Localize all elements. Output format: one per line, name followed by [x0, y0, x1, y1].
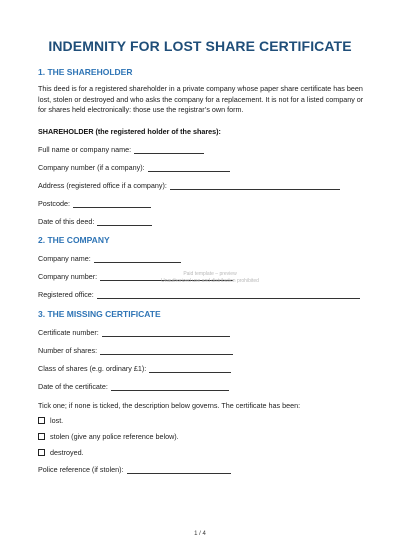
- option-stolen-label: stolen (give any police reference below).: [50, 432, 179, 441]
- full-name-field: [38, 145, 204, 154]
- section-heading-company: 2. THE COMPANY: [38, 235, 110, 245]
- police-reference-label: Police reference (if stolen):: [38, 465, 124, 474]
- option-lost[interactable]: [38, 416, 63, 425]
- option-stolen[interactable]: [38, 432, 179, 441]
- deed-date-label: Date of this deed:: [38, 217, 95, 226]
- postcode-line[interactable]: [73, 200, 151, 208]
- address-label: Address (registered office if a company):: [38, 181, 167, 190]
- certificate-date-label: Date of the certificate:: [38, 382, 108, 391]
- watermark-line-2: Unauthorized use and distribution prohibited: [161, 278, 259, 284]
- company-number-label: Company number (if a company):: [38, 163, 145, 172]
- class-of-shares-label: Class of shares (e.g. ordinary £1):: [38, 364, 147, 373]
- preview-watermark: [150, 271, 270, 285]
- deed-date-field: [38, 217, 152, 226]
- certificate-number-label: Certificate number:: [38, 328, 99, 337]
- checkbox-icon[interactable]: [38, 449, 45, 456]
- certificate-date-field: [38, 382, 229, 391]
- certificate-date-line[interactable]: [111, 383, 229, 391]
- option-lost-label: lost.: [50, 416, 64, 425]
- number-of-shares-line[interactable]: [100, 347, 233, 355]
- class-of-shares-line[interactable]: [149, 365, 231, 373]
- option-destroyed[interactable]: [38, 448, 84, 457]
- police-reference-field: [38, 465, 231, 474]
- address-field: [38, 181, 340, 190]
- company-name-line[interactable]: [94, 255, 181, 263]
- shareholder-subheading: SHAREHOLDER (the registered holder of the shares):: [38, 127, 221, 136]
- page-number: 1 / 4: [194, 531, 206, 537]
- company-name-label: Company name:: [38, 254, 91, 263]
- section-heading-shareholder: 1. THE SHAREHOLDER: [38, 67, 133, 77]
- number-of-shares-label: Number of shares:: [38, 346, 98, 355]
- full-name-label: Full name or company name:: [38, 145, 132, 154]
- postcode-field: [38, 199, 151, 208]
- section-heading-certificate: 3. THE MISSING CERTIFICATE: [38, 309, 161, 319]
- registered-office-line[interactable]: [97, 291, 360, 299]
- police-reference-line[interactable]: [127, 466, 231, 474]
- certificate-number-line[interactable]: [102, 329, 230, 337]
- full-name-line[interactable]: [134, 146, 204, 154]
- registered-office-label: Registered office:: [38, 290, 94, 299]
- company-number-field: [38, 163, 230, 172]
- certificate-number-field: [38, 328, 230, 337]
- deed-date-line[interactable]: [97, 218, 152, 226]
- registered-office-field: [38, 290, 360, 299]
- company2-number-label: Company number:: [38, 272, 98, 281]
- address-line[interactable]: [170, 182, 340, 190]
- company-name-field: [38, 254, 181, 263]
- option-destroyed-label: destroyed.: [50, 448, 84, 457]
- company-number-line[interactable]: [148, 164, 230, 172]
- checkbox-icon[interactable]: [38, 417, 45, 424]
- tick-instruction: Tick one; if none is ticked, the description below governs. The certificate has been:: [38, 401, 301, 410]
- checkbox-icon[interactable]: [38, 433, 45, 440]
- postcode-label: Postcode:: [38, 199, 70, 208]
- class-of-shares-field: [38, 364, 231, 373]
- document-title: INDEMNITY FOR LOST SHARE CERTIFICATE: [48, 38, 352, 54]
- watermark-line-1: Paid template – preview: [183, 271, 237, 277]
- number-of-shares-field: [38, 346, 233, 355]
- intro-paragraph: This deed is for a registered shareholder in a private company whose paper share certificate has been lost, stolen or destroyed and who asks the company for a replacement. It is not for a listed company or for shares held electronically: those use the registrar’s own form.: [38, 84, 364, 115]
